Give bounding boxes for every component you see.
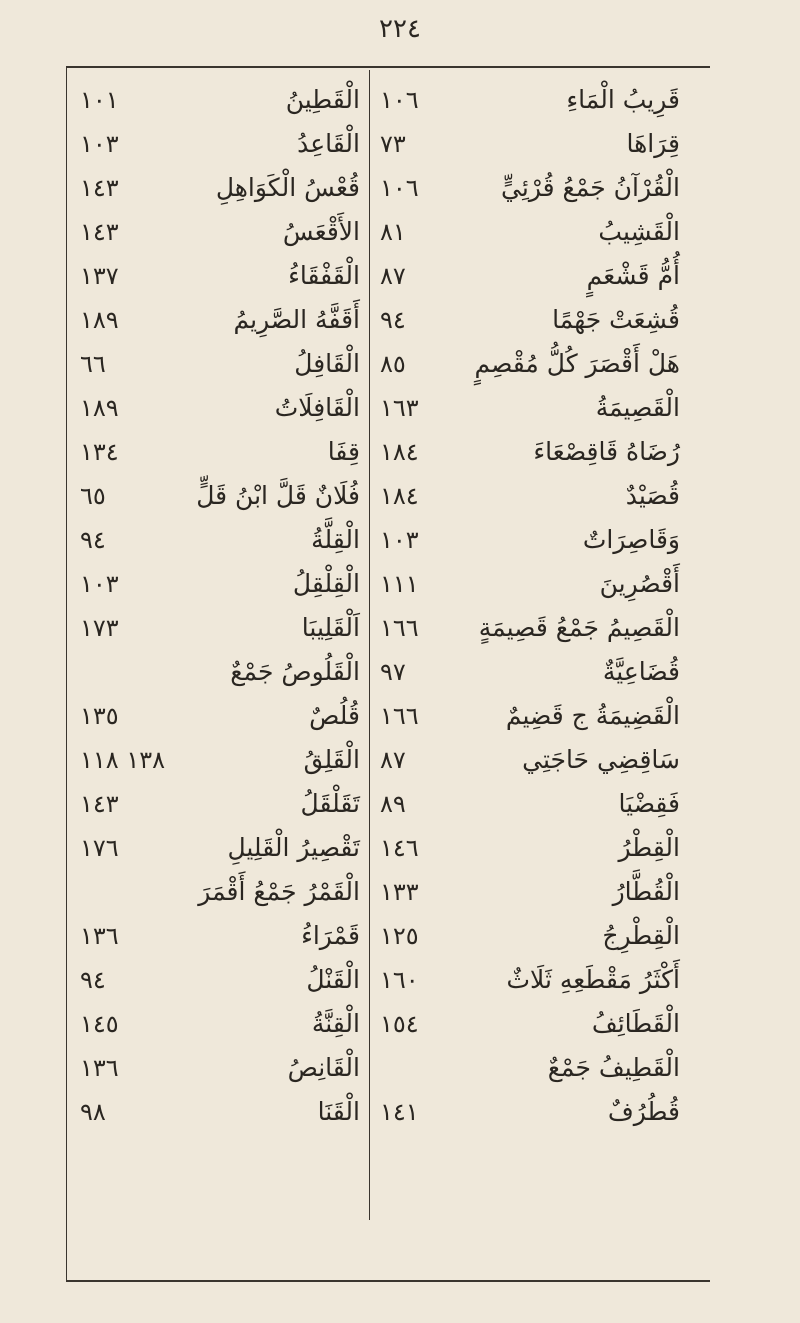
entry-pages: ١٣٣ [380, 878, 419, 906]
entry-pages: ١٠٣ [380, 526, 419, 554]
page-number: ٢٢٤ [379, 14, 421, 44]
index-entry [380, 960, 680, 1004]
index-entry [80, 1048, 360, 1092]
index-entry [380, 1048, 680, 1092]
entry-pages: ١٠١ [80, 86, 119, 114]
entry-pages: ١٨٤ [380, 482, 419, 510]
entry-pages: ١٠٣ [80, 570, 119, 598]
entry-pages: ١٦٣ [380, 394, 419, 422]
entry-pages: ٧٣ [380, 130, 406, 158]
entry-pages: ٩٤ [80, 966, 106, 994]
entry-pages: ٦٥ [80, 482, 106, 510]
index-entry [80, 256, 360, 300]
index-entry [380, 740, 680, 784]
index-entry [80, 872, 360, 916]
left-column [80, 80, 360, 1270]
entry-pages: ١٤٦ [380, 834, 419, 862]
entry-pages: ١٣٤ [80, 438, 119, 466]
right-column [380, 80, 680, 1270]
entry-pages: ١٣٧ [80, 262, 119, 290]
entry-pages: ٨٧ [380, 262, 406, 290]
entry-term: الْقَطَائِفُ [591, 1009, 680, 1038]
entry-term: الْقَضِيمَةُ ج قَضِيمٌ [505, 701, 680, 730]
entry-term: أَكْثَرُ مَقْطَعِهِ ثَلَاثٌ [506, 965, 680, 994]
index-entry [380, 828, 680, 872]
entry-pages: ١٤٥ [80, 1010, 119, 1038]
entry-pages: ١٨٩ [80, 394, 119, 422]
index-entry [380, 916, 680, 960]
index-entry [380, 520, 680, 564]
index-entry [380, 80, 680, 124]
entry-term: الْقَلُوصُ جَمْعٌ [230, 657, 360, 686]
index-entry [80, 696, 360, 740]
index-entry [380, 652, 680, 696]
index-entry [380, 476, 680, 520]
index-entry [80, 916, 360, 960]
entry-term: قُضَاعِيَّةٌ [602, 657, 680, 686]
entry-pages: ٩٨ [80, 1098, 106, 1126]
entry-pages: ٦٦ [80, 350, 106, 378]
entry-pages: ٩٤ [380, 306, 406, 334]
index-entry [80, 80, 360, 124]
entry-term: وَقَاصِرَاتٌ [582, 525, 680, 554]
index-entry [380, 872, 680, 916]
entry-pages: ١٣٨ ١١٨ [80, 746, 165, 774]
entry-term: هَلْ أَقْصَرَ كُلُّ مُقْصِمٍ [474, 349, 680, 378]
index-entry [80, 432, 360, 476]
entry-term: الْقُرْآنُ جَمْعُ قُرْئِيٍّ [501, 173, 680, 202]
entry-pages: ١٠٣ [80, 130, 119, 158]
entry-term: اَلْقَلِيبَا [301, 613, 360, 642]
entry-term: الْقُطَّارُ [612, 877, 680, 906]
entry-term: أَقَفَّهُ الصَّرِيمُ [233, 305, 360, 334]
index-entry [380, 784, 680, 828]
entry-pages: ١٤٣ [80, 790, 119, 818]
index-entry [380, 388, 680, 432]
entry-pages: ١٦٠ [380, 966, 419, 994]
index-entry [380, 300, 680, 344]
entry-term: قُلُصٌ [309, 701, 360, 730]
entry-term: الْقَشِيبُ [598, 217, 680, 246]
left-margin-rule [66, 66, 67, 1280]
entry-term: رُضَاهُ قَاقِصْعَاءَ [533, 437, 680, 466]
index-entry [80, 124, 360, 168]
entry-term: الْقِطْرُ [618, 833, 680, 862]
entry-term: الْقَنْلُ [306, 965, 360, 994]
entry-pages: ٨٩ [380, 790, 406, 818]
index-entry [380, 168, 680, 212]
entry-pages: ١١١ [380, 570, 419, 598]
entry-term: الْقَصِيمَةُ [595, 393, 680, 422]
index-entry [380, 256, 680, 300]
entry-term: الْقِلْقِلُ [292, 569, 360, 598]
entry-pages: ١٤١ [380, 1098, 419, 1126]
entry-pages: ١٠٦ [380, 86, 419, 114]
entry-term: أُمُّ قَشْعَمٍ [586, 261, 680, 290]
entry-pages: ١٧٦ [80, 834, 119, 862]
index-entry [380, 212, 680, 256]
entry-pages: ١٨٩ [80, 306, 119, 334]
entry-pages: ٨٥ [380, 350, 406, 378]
entry-pages: ١٦٦ [380, 702, 419, 730]
entry-pages: ١٣٦ [80, 1054, 119, 1082]
index-entry [80, 828, 360, 872]
entry-term: الْقَافِلَاتُ [274, 393, 360, 422]
index-entry [80, 520, 360, 564]
entry-term: فُلَانٌ قَلَّ ابْنُ قَلٍّ [196, 481, 360, 510]
index-entry [80, 212, 360, 256]
entry-term: الْقَطِيفُ جَمْعٌ [547, 1053, 680, 1082]
entry-pages: ٩٤ [80, 526, 106, 554]
entry-pages: ١٣٥ [80, 702, 119, 730]
index-entry [80, 476, 360, 520]
entry-term: الأَقْعَسُ [282, 217, 360, 246]
index-entry [80, 1092, 360, 1136]
index-entry [380, 696, 680, 740]
entry-term: سَاقِضِي حَاجَتِي [522, 745, 680, 774]
entry-pages: ١٧٣ [80, 614, 119, 642]
entry-pages: ١٠٦ [380, 174, 419, 202]
index-entry [380, 564, 680, 608]
entry-term: قُشِعَتْ جَهْمًا [552, 305, 680, 334]
entry-term: الْقَنَا [317, 1097, 360, 1126]
index-entry [380, 1092, 680, 1136]
entry-term: الْقَلِقُ [303, 745, 360, 774]
entry-term: تَقْصِيرُ الْقَلِيلِ [227, 833, 360, 862]
entry-pages: ٨٧ [380, 746, 406, 774]
entry-pages: ٨١ [380, 218, 406, 246]
index-entry [80, 344, 360, 388]
index-entry [380, 608, 680, 652]
entry-term: قُصَيْدٌ [625, 481, 680, 510]
entry-term: قُعْسُ الْكَوَاهِلِ [215, 173, 360, 202]
entry-pages: ١٤٣ [80, 218, 119, 246]
entry-term: قَمْرَاءُ [301, 921, 360, 950]
index-entry [80, 608, 360, 652]
entry-term: الْقَصِيمُ جَمْعُ قَصِيمَةٍ [478, 613, 680, 642]
entry-term: الْقِلَّةُ [311, 525, 360, 554]
index-entry [380, 124, 680, 168]
entry-term: الْقِنَّةُ [311, 1009, 360, 1038]
entry-pages: ١٢٥ [380, 922, 419, 950]
index-entry [80, 1004, 360, 1048]
index-entry [80, 784, 360, 828]
index-entry [80, 300, 360, 344]
entry-term: الْقَفْقَاءُ [288, 261, 360, 290]
entry-pages: ١٥٤ [380, 1010, 419, 1038]
entry-term: تَقَلْقَلُ [300, 789, 360, 818]
index-entry [80, 652, 360, 696]
index-entry [80, 740, 360, 784]
entry-pages: ١٤٣ [80, 174, 119, 202]
index-entry [80, 388, 360, 432]
entry-pages: ١٦٦ [380, 614, 419, 642]
entry-term: قِفَا [327, 437, 360, 466]
entry-term: الْقَاعِدُ [297, 129, 360, 158]
index-entry [80, 168, 360, 212]
entry-term: فَقِضْيَا [618, 789, 680, 818]
entry-term: أَقْصُرِينَ [599, 569, 680, 598]
entry-pages: ١٣٦ [80, 922, 119, 950]
entry-term: الْقَطِينُ [285, 85, 360, 114]
index-entry [380, 1004, 680, 1048]
entry-term: قُطُرُفٌ [607, 1097, 680, 1126]
entry-term: قَرِيبُ الْمَاءِ [566, 85, 680, 114]
entry-term: الْقَافِلُ [294, 349, 360, 378]
entry-term: الْقَمْرُ جَمْعُ أَقْمَرَ [198, 877, 360, 906]
index-entry [380, 432, 680, 476]
entry-term: الْقَانِصُ [287, 1053, 360, 1082]
entry-term: الْقِطْرِجُ [602, 921, 680, 950]
column-divider [369, 70, 370, 1220]
index-entry [80, 960, 360, 1004]
entry-pages: ٩٧ [380, 658, 406, 686]
entry-term: قِرَاهَا [626, 129, 680, 158]
index-entry [80, 564, 360, 608]
index-entry [380, 344, 680, 388]
entry-pages: ١٨٤ [380, 438, 419, 466]
